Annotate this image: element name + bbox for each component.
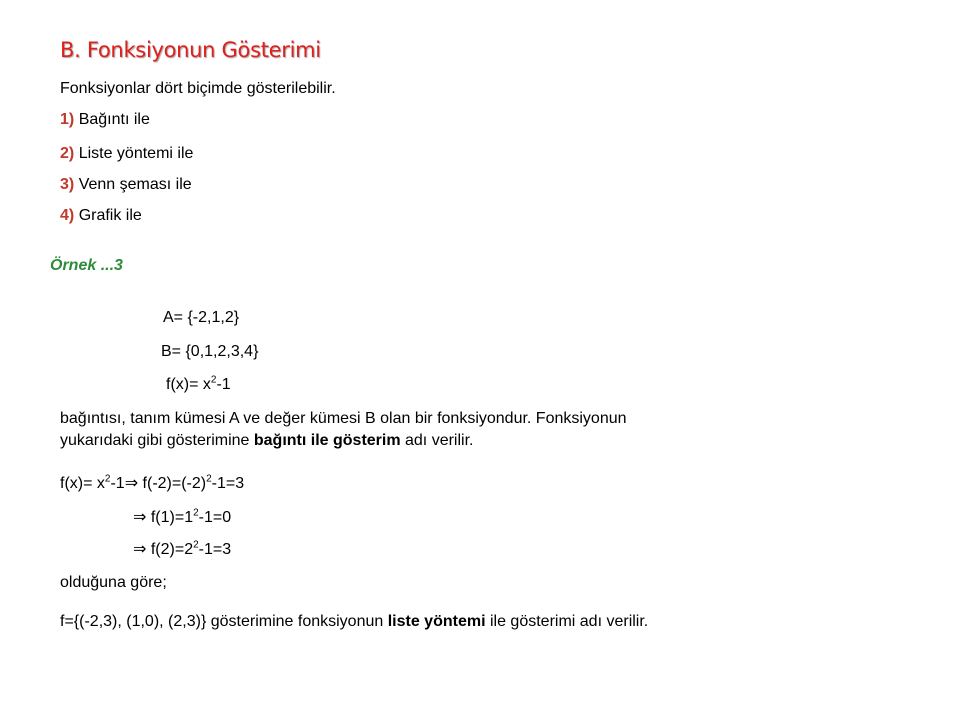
calc-exponent: 2 [193, 507, 199, 519]
calc-exponent: 2 [104, 473, 111, 485]
method-item-2 [60, 145, 193, 163]
method-label: Bağıntı ile [78, 111, 150, 128]
paragraph-line-2 [60, 432, 473, 450]
paragraph-text-end: adı verilir. [400, 432, 474, 449]
method-label: Venn şeması ile [78, 176, 192, 193]
func-def-text-end: -1 [216, 376, 231, 393]
final-sentence [60, 613, 648, 631]
function-definition [166, 376, 231, 394]
implies-icon: ⇒ [133, 539, 147, 558]
final-text: f={(-2,3), (1,0), (2,3)} gösterimine fonksiyonun [60, 613, 388, 630]
method-label: Liste yöntemi ile [78, 145, 194, 162]
final-bold: liste yöntemi [387, 613, 486, 630]
method-number: 1) [60, 111, 75, 128]
func-def-text: f(x)= x [166, 376, 211, 393]
set-b: B= {0,1,2,3,4} [161, 343, 259, 360]
func-def-exponent: 2 [210, 374, 217, 386]
method-number: 2) [60, 145, 75, 162]
implies-icon: ⇒ [124, 473, 139, 492]
calc-exponent: 2 [193, 539, 199, 551]
paragraph-bold: bağıntı ile gösterim [253, 432, 401, 449]
paragraph-line-1: bağıntısı, tanım kümesi A ve değer kümesi B olan bir fonksiyondur. Fonksiyonun [60, 410, 627, 427]
calc-line-3 [133, 539, 231, 559]
calc-text: f(1)=1 [146, 509, 194, 526]
method-number: 3) [60, 176, 75, 193]
calc-text: f(-2)=(-2) [138, 475, 207, 492]
page-title: B. Fonksiyonun Gösterimi [60, 38, 321, 62]
method-item-1 [60, 111, 150, 129]
method-item-3 [60, 176, 192, 194]
final-text-end: ile gösterimi adı verilir. [485, 613, 649, 630]
calc-line-1 [60, 473, 244, 493]
calc-text: -1 [110, 475, 125, 492]
conclusion-text: olduğuna göre; [60, 574, 167, 591]
calc-text: -1=3 [211, 475, 245, 492]
calc-text: f(2)=2 [146, 541, 194, 558]
implies-icon: ⇒ [133, 507, 147, 526]
intro-text: Fonksiyonlar dört biçimde gösterilebilir. [60, 80, 336, 97]
calc-exponent: 2 [206, 473, 212, 485]
method-number: 4) [60, 207, 75, 224]
set-a: A= {-2,1,2} [163, 309, 240, 326]
example-label: Örnek ...3 [50, 257, 123, 274]
method-item-4 [60, 207, 142, 225]
calc-text: f(x)= x [60, 475, 105, 492]
calc-text: -1=0 [198, 509, 232, 526]
method-label: Grafik ile [78, 207, 142, 224]
paragraph-text: yukarıdaki gibi gösterimine [60, 432, 254, 449]
calc-line-2 [133, 507, 231, 527]
calc-text: -1=3 [198, 541, 232, 558]
